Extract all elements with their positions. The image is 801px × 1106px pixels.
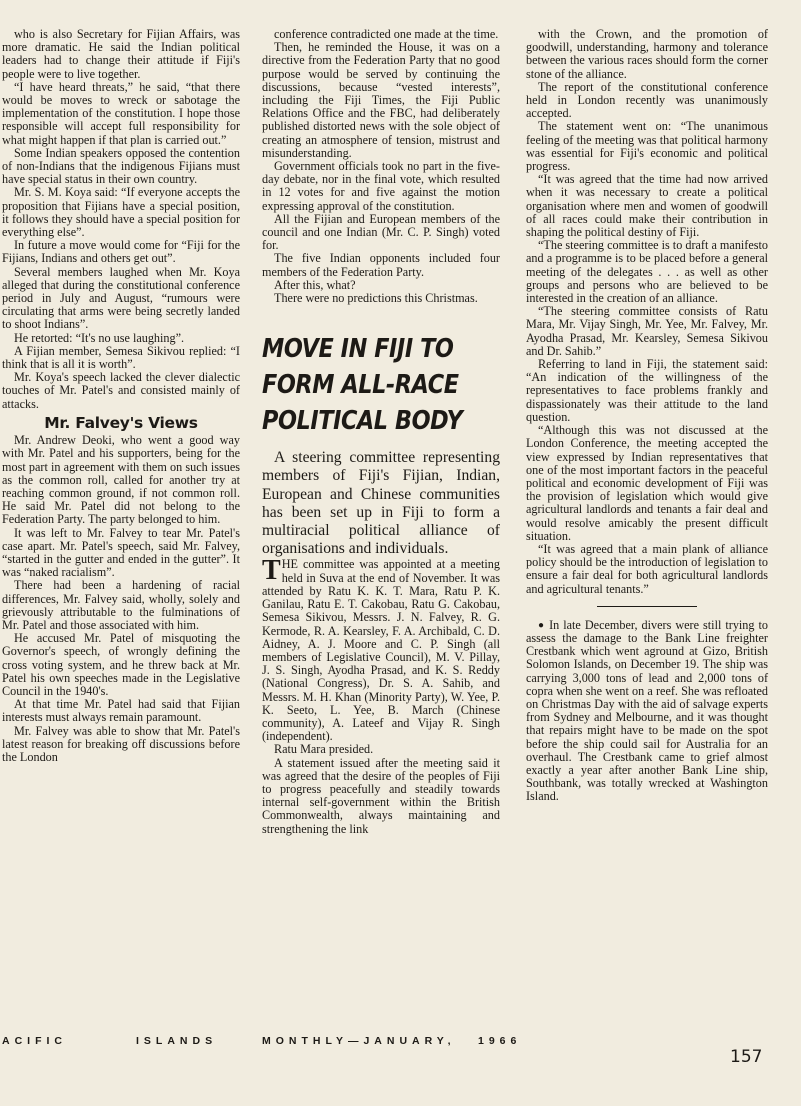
lead-paragraph <box>262 555 500 744</box>
paragraph: with the Crown, and the promotion of goodwill, understanding, harmony and tolerance between the various races should form the corner stone of the alliance. <box>526 27 768 81</box>
footer-pacific: ACIFIC <box>2 1035 67 1047</box>
lead-text: HE committee was appointed at a meeting held in Suva at the end of November. It was attended by Ratu K. K. T. Mara, Ratu P. K. Ganilau, Ratu E. T. Cakobau, Ratu G. Cakobau, Semesa Sikivou, Messrs. J. N. Falvey, R. G. Kermode, R. A. Kearsley, F. A. Archibald, C. D. Aidney, A. J. Moore and C. P. Singh (all members of Legislative Council), M. V. Pillay, J. S. Singh, Ayodha Prasad, and K. S. Reddy (National Congress), Dr. S. A. Sahib, and Messrs. M. H. Khan (Minority Party), W. Yee, P. K. Seeto, L. Yee, B. March (Chinese community), A. Lateef and Vijay R. Singh (independent). <box>262 557 500 744</box>
paragraph: All the Fijian and European members of the council and one Indian (Mr. C. P. Singh) voted for. <box>262 211 500 253</box>
page-number: 157 <box>730 1047 763 1067</box>
paragraph: The report of the constitutional conference held in London recently was unanimously accepted. <box>526 79 768 121</box>
drop-cap: T <box>262 555 281 587</box>
article-standfirst: A steering committee representing members of Fiji's Fijian, Indian, European and Chinese communities has been set up in Fiji to form a multiracial political alliance of organisations and individuals. <box>262 449 500 558</box>
headline-line: POLITICAL BODY <box>262 406 463 437</box>
footer-monthly: MONTHLY—JANUARY, <box>262 1035 456 1047</box>
article-headline <box>262 331 500 439</box>
paragraph: “It was agreed that a main plank of alliance policy should be the introduction of legislation to ensure a fair deal for both agricultural landlords and agricultural tenants.” <box>526 541 768 596</box>
bullet-icon: ● <box>538 619 546 631</box>
paragraph: There had been a hardening of racial differences, Mr. Falvey said, wholly, solely and grievously attributable to the fulminations of Mr. Patel and those associated with him. <box>2 578 240 632</box>
paragraph: Mr. Andrew Deoki, who went a good way with Mr. Patel and his supporters, being for the most part in agreement with them on such issues as the common roll, called for another try at reaching common ground, if not common roll. He said Mr. Patel did not belong to the Federation Party. The party belonged to him. <box>2 433 240 527</box>
column-left <box>2 28 240 764</box>
column-right <box>526 28 768 804</box>
paragraph: Some Indian speakers opposed the contention of non-Indians that the indigenous Fijians must have special status in their own country. <box>2 145 240 187</box>
paragraph: Mr. Koya's speech lacked the clever dialectic touches of Mr. Patel's and consisted mainly of attacks. <box>2 370 240 411</box>
paragraph: In future a move would come for “Fiji for the Fijians, Indians and others get out”. <box>2 238 240 266</box>
paragraph: “The steering committee is to draft a manifesto and a programme is to be placed before a general meeting of the delegates . . . as well as other groups and persons who are believed to be interested in the creation of an alliance. <box>526 238 768 306</box>
paragraph: “Although this was not discussed at the London Conference, the meeting accepted the view expressed by Indian representatives that one of the most important factors in the peaceful political and economic development of Fiji was the provision of legislation which would give agricultural landlords and tenants a fair deal and would resolve amicably the present difficult situation. <box>526 423 768 543</box>
paragraph: “It was agreed that the time had now arrived when it was necessary to create a political organisation where men and women of goodwill of all races could make their contribution in shaping the political destiny of Fiji. <box>526 172 768 240</box>
paragraph: Ratu Mara presided. <box>274 742 374 757</box>
paragraph: Government officials took no part in the five-day debate, nor in the final vote, which resulted in 12 votes for and five against the motion expressing approval of the constitution. <box>262 159 500 213</box>
paragraph: Several members laughed when Mr. Koya alleged that during the constitutional conference period in July and August, “rumours were circulating that arms were being secretly landed to shoot Indians”. <box>2 264 240 332</box>
paragraph: A Fijian member, Semesa Sikivou replied: “I think that is all it is worth”. <box>2 343 240 372</box>
paragraph: At that time Mr. Patel had said that Fijian interests must always remain paramount. <box>2 697 240 725</box>
paragraph: It was left to Mr. Falvey to tear Mr. Patel's case apart. Mr. Patel's speech, said Mr. Falvey, “started in the gutter and ended in the gutter”. It was “naked racialism”. <box>2 525 240 580</box>
paragraph: The five Indian opponents included four members of the Federation Party. <box>262 251 500 279</box>
news-brief <box>526 619 768 804</box>
news-brief-text: In late December, divers were still trying to assess the damage to the Bank Line freighter Crestbank which went aground at Gizo, British Solomon Islands, on December 19. The ship was carrying 3,000 tons of lead and 2,000 tons of copra when she went on a reef. She was refloated on Christmas Day with the aid of salvage experts from Sydney and Melbourne, and it was thought that repairs might have to be made on the spot before the ship could sail for Australia for an overhaul. The Crestbank came to grief almost exactly a year after another Bank Line ship, Southbank, was totally wrecked at Washington Island. <box>526 617 768 804</box>
paragraph: He accused Mr. Patel of misquoting the Governor's speech, of wrongly defining the cross voting system, and he threw back at Mr. Patel his own speeches made in the Legislative Council in the 1940's. <box>2 631 240 698</box>
paragraph: After this, what? <box>274 277 356 292</box>
paragraph: The statement went on: “The unanimous feeling of the meeting was that political harmony was essential for Fiji's economic and political progress. <box>526 119 768 174</box>
paragraph: He retorted: “It's no use laughing”. <box>14 330 185 345</box>
section-subheading: Mr. Falvey's Views <box>44 413 198 432</box>
section-divider <box>597 606 697 607</box>
paragraph: Then, he reminded the House, it was on a directive from the Federation Party that no good purpose would be served by continuing the discussions, because “vested interests”, including the Fiji Times, the Fiji Public Relations Office and the FBC, had deliberately published distorted news with the sole object of creating an atmosphere of tension, mistrust and misunderstanding. <box>262 40 500 160</box>
paragraph: “The steering committee consists of Ratu Mara, Mr. Vijay Singh, Mr. Yee, Mr. Falvey, Mr. Ayodha Prasad, Mr. Kearsley, Semesa Sikivou and Dr. Sahib.” <box>526 304 768 358</box>
headline-line: MOVE IN FIJI TO <box>262 334 454 365</box>
paragraph: Referring to land in Fiji, the statement said: “An indication of the willingness of the representatives to face problems frankly and dispassionately was their attitude to the land question. <box>526 357 768 424</box>
headline-line: FORM ALL-RACE <box>262 370 459 401</box>
column-middle <box>262 28 500 836</box>
paragraph: Mr. S. M. Koya said: “If everyone accepts the proposition that Fijians have a special position, it follows they should have a special position for everything else”. <box>2 185 240 240</box>
paragraph: Mr. Falvey was able to show that Mr. Patel's latest reason for breaking off discussions before the London <box>2 723 240 764</box>
footer-year: 1966 <box>478 1035 522 1047</box>
paragraph: conference contradicted one made at the time. <box>274 27 499 41</box>
paragraph: who is also Secretary for Fijian Affairs, was more dramatic. He said the Indian political leaders had to change their attitude if Fiji's people were to live together. <box>2 27 240 81</box>
paragraph: “I have heard threats,” he said, “that there would be moves to wreck or sabotage the implementation of the constitution. I hope those responsible will accept full responsibility for what might happen if that plan is carried out.” <box>2 79 240 147</box>
paragraph: There were no predictions this Christmas. <box>274 291 478 306</box>
paragraph: A statement issued after the meeting said it was agreed that the desire of the peoples of Fiji to progress peacefully and steadily towards internal self-government within the British Commonwealth, always maintaining and strengthening the link <box>262 755 500 836</box>
footer-islands: ISLANDS <box>136 1035 218 1047</box>
